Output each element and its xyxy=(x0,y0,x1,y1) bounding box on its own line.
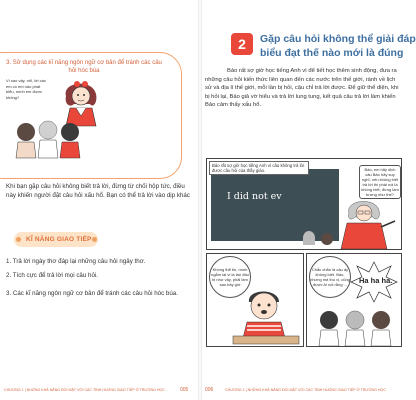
laugh-text: Ha ha ha. xyxy=(359,276,393,285)
blackboard xyxy=(211,169,339,241)
boy-figure xyxy=(233,284,299,344)
tip-item: 3. Các kĩ năng ngôn ngữ cơ bản để tránh các câu hỏi hóc búa. xyxy=(6,290,178,297)
comic-panel-boy xyxy=(206,253,304,347)
page-number: 006 xyxy=(205,387,214,393)
teacher-speech-text: Vì sao vậy, nhỉ, lời các em có em nào phát biểu, mình em được không? xyxy=(6,78,46,100)
page-number: 005 xyxy=(180,387,189,393)
blackboard-text: I did not ev xyxy=(227,191,282,202)
section-number-badge: 2 xyxy=(231,33,253,55)
tip-item: 1. Trả lời ngày thơ đáp lại những câu hỏi ngây thơ. xyxy=(6,258,146,265)
classmate-speech-bubble: Chắc chắn là cậu ấy không biết. Bảo, nhưng mà thú vị, cũng được Ai nói rằng ... xyxy=(309,256,351,298)
laughing-students xyxy=(313,306,397,346)
book-spine xyxy=(198,0,202,400)
heading-line: Gặp câu hỏi không thể giải đáp xyxy=(260,33,416,45)
intro-paragraph: Bảo rất sợ giờ học tiếng Anh vì để tiết học thêm sinh động, đưa ra những câu hỏi kiến thức liên quan đến các nước trên thế giới, rành về lịch sử và địa lí thế giới, mỗi lần bị hỏi, cậu chỉ trả lời được. Để giữ thể diện, khi bị hỏi lại, Bảo giả vờ hiểu và trả lời lung tung, kết quả câu trả lời làm khiến Bảo cảm thấy xấu hổ. xyxy=(205,68,399,109)
teacher-figure xyxy=(337,193,397,249)
banner-dot-icon xyxy=(92,237,97,242)
student-head xyxy=(303,231,315,245)
skill-title: 3. Sử dụng các kĩ năng ngôn ngữ cơ bản để tránh các câu hỏi hóc búa xyxy=(6,60,162,74)
teacher-speech-bubble: Bảo, em hãy dịch câu Bảo hãy suy nghĩ, nếu không biết trả lời thì phải nói là không biết, đừng làm tương như thế? xyxy=(359,165,401,199)
chapter-footer: CHƯƠNG 1 | NHỮNG KHẢ NĂNG ĐỐI MẶT VỚI CÁC TÌNH HUỐNG GIAO TIẾP Ở TRƯỜNG HỌC xyxy=(4,388,165,392)
comic-panel-classroom xyxy=(206,158,402,250)
panel-caption: Bảo rất sợ giờ học tiếng Anh vì câu không trả lời được câu hỏi của thầy giáo. xyxy=(209,161,309,175)
student-head xyxy=(321,233,333,245)
chapter-footer: CHƯƠNG 1 | NHỮNG KHẢ NĂNG ĐỐI MẶT VỚI CÁC TÌNH HUỐNG GIAO TIẾP Ở TRƯỜNG HỌC xyxy=(225,388,386,392)
comic-panel-classmates xyxy=(306,253,402,347)
left-page xyxy=(0,0,200,400)
section-banner-label: KĨ NĂNG GIAO TIẾP xyxy=(26,236,92,243)
tip-item: 2. Tích cực để trả lời mọi câu hỏi. xyxy=(6,272,98,279)
students-illustration xyxy=(12,118,82,158)
banner-dot-icon xyxy=(16,237,21,242)
heading-line: biểu đạt thế nào mới là đúng xyxy=(260,46,404,59)
boy-thought-bubble: Không thể tin, mình ngẫm lại vì là lần đầu bị như vậy, phải làm sao bây giờ xyxy=(209,256,251,298)
advice-paragraph: Khi bạn gặp câu hỏi không biết trả lời, đừng từ chối hộp tức, điều này khiến người đặt câu hỏi xấu hổ. Bạn có thể trả lời vào dịp khác xyxy=(6,183,190,199)
section-heading xyxy=(260,33,416,60)
